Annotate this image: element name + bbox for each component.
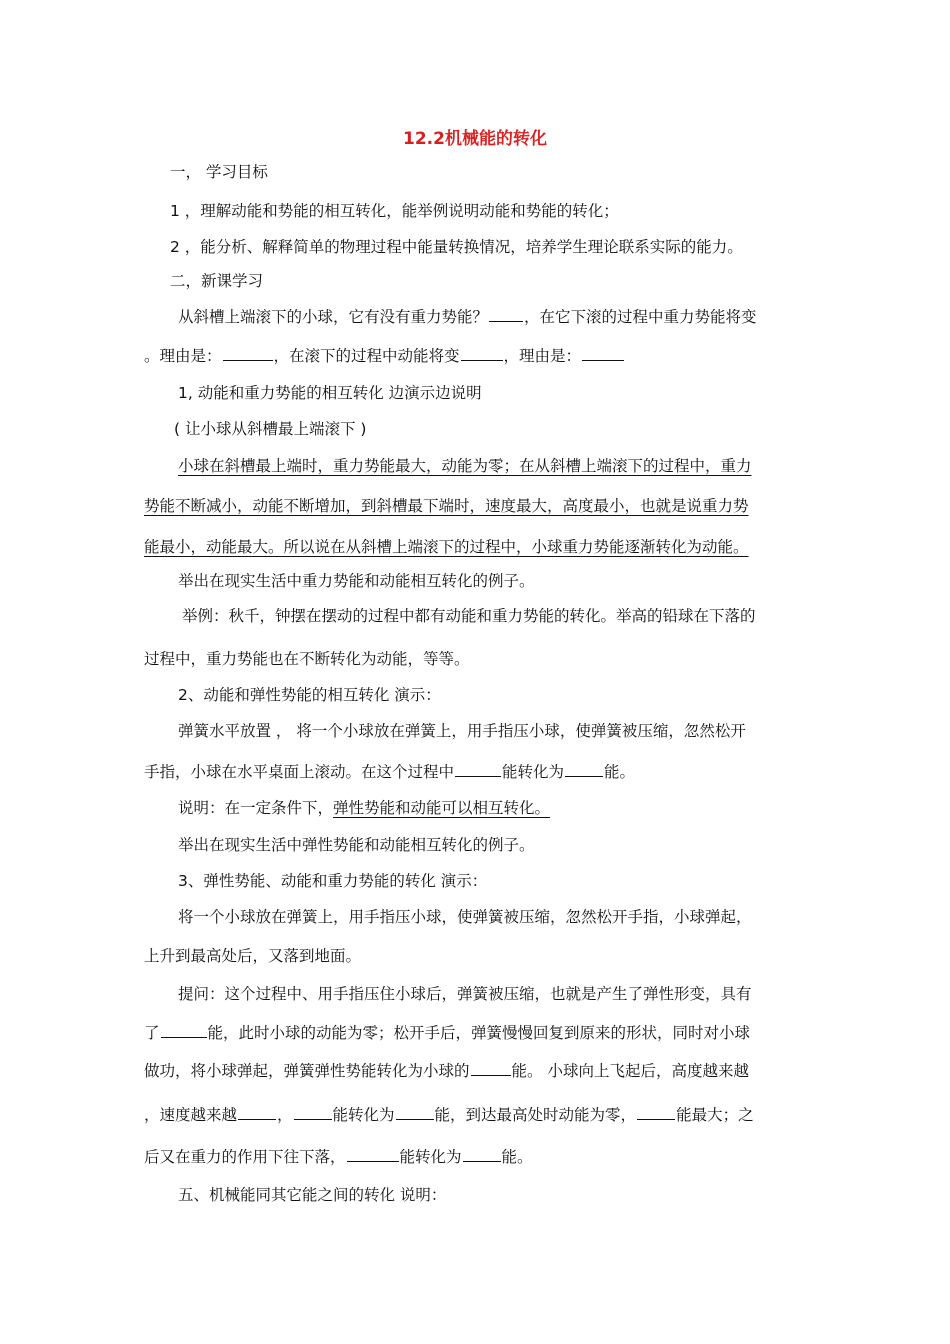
question-line-3d: ，速度越来越 ， 能转化为 能，到达最高处时动能为零， 能最大；之 bbox=[144, 1106, 754, 1124]
explanation-line-2: 势能不断减小，动能不断增加，到斜槽最下端时，速度最大，高度最小，也就是说重力势 bbox=[144, 497, 749, 515]
example-line-2: 过程中，重力势能也在不断转化为动能，等等。 bbox=[144, 650, 470, 668]
answer-blank[interactable] bbox=[347, 1146, 399, 1162]
answer-blank[interactable] bbox=[471, 1060, 511, 1076]
subheading-5: 五、机械能同其它能之间的转化 说明： bbox=[178, 1186, 447, 1204]
answer-blank[interactable] bbox=[463, 1146, 501, 1162]
question-line-3a: 提问：这个过程中、用手指压住小球后，弹簧被压缩，也就是产生了弹性形变，具有 bbox=[178, 985, 752, 1003]
answer-blank[interactable] bbox=[489, 306, 523, 322]
prompt-examples-1: 举出在现实生活中重力势能和动能相互转化的例子。 bbox=[178, 572, 535, 590]
goal-2: 2 ，能分析、解释简单的物理过程中能量转换情况，培养学生理论联系实际的能力。 bbox=[170, 238, 743, 256]
answer-blank[interactable] bbox=[582, 345, 624, 361]
demo-note-1: ( 让小球从斜槽最上端滚下 ) bbox=[174, 420, 367, 438]
subheading-2: 2、动能和弹性势能的相互转化 演示： bbox=[178, 686, 441, 704]
example-line-1: 举例：秋千，钟摆在摆动的过程中都有动能和重力势能的转化。举高的铅球在下落的 bbox=[182, 607, 756, 625]
explanation-line-3: 能最小，动能最大。所以说在从斜槽上端滚下的过程中，小球重力势能逐渐转化为动能。 bbox=[144, 538, 749, 556]
explanation-line-1: 小球在斜槽最上端时，重力势能最大，动能为零；在从斜槽上端滚下的过程中，重力 bbox=[178, 457, 752, 475]
answer-blank[interactable] bbox=[455, 761, 501, 777]
answer-blank[interactable] bbox=[238, 1104, 276, 1120]
question-line-3b: 了 能，此时小球的动能为零；松开手后，弹簧慢慢回复到原来的形状，同时对小球 bbox=[144, 1024, 751, 1042]
answer-blank[interactable] bbox=[461, 345, 503, 361]
demo-line-2b: 手指，小球在水平桌面上滚动。在这个过程中 能转化为 能。 bbox=[144, 763, 636, 781]
question-line-3c: 做功，将小球弹起，弹簧弹性势能转化为小球的 能。 小球向上飞起后，高度越来越 bbox=[144, 1062, 749, 1080]
section-heading-new-lesson: 二，新课学习 bbox=[170, 272, 264, 290]
demo-line-3b: 上升到最高处后，又落到地面。 bbox=[144, 947, 362, 965]
prompt-examples-2: 举出在现实生活中弹性势能和动能相互转化的例子。 bbox=[178, 836, 535, 854]
goal-1: 1 ，理解动能和势能的相互转化，能举例说明动能和势能的转化； bbox=[170, 202, 619, 220]
answer-blank[interactable] bbox=[565, 761, 603, 777]
answer-blank[interactable] bbox=[396, 1104, 434, 1120]
answer-blank[interactable] bbox=[161, 1022, 207, 1038]
question-line-3e: 后又在重力的作用下往下落， 能转化为 能。 bbox=[144, 1148, 533, 1166]
demo-line-2a: 弹簧水平放置 ， 将一个小球放在弹簧上，用手指压小球，使弹簧被压缩，忽然松开 bbox=[178, 722, 746, 740]
subheading-3: 3、弹性势能、动能和重力势能的转化 演示： bbox=[178, 872, 488, 890]
section-heading-goals: 一， 学习目标 bbox=[170, 163, 268, 181]
answer-blank[interactable] bbox=[223, 345, 273, 361]
question-line-2: 。理由是： ，在滚下的过程中动能将变 ，理由是： bbox=[144, 345, 625, 367]
answer-blank[interactable] bbox=[637, 1104, 675, 1120]
question-line-1: 从斜槽上端滚下的小球，它有没有重力势能？ ，在它下滚的过程中重力势能将变 bbox=[178, 308, 757, 326]
note-line-2: 说明：在一定条件下，弹性势能和动能可以相互转化。 bbox=[178, 799, 551, 817]
demo-line-3a: 将一个小球放在弹簧上，用手指压小球，使弹簧被压缩，忽然松开手指，小球弹起， bbox=[178, 908, 752, 926]
subheading-1: 1, 动能和重力势能的相互转化 边演示边说明 bbox=[178, 384, 482, 402]
answer-blank[interactable] bbox=[294, 1104, 332, 1120]
page-title: 12.2机械能的转化 bbox=[403, 129, 547, 149]
